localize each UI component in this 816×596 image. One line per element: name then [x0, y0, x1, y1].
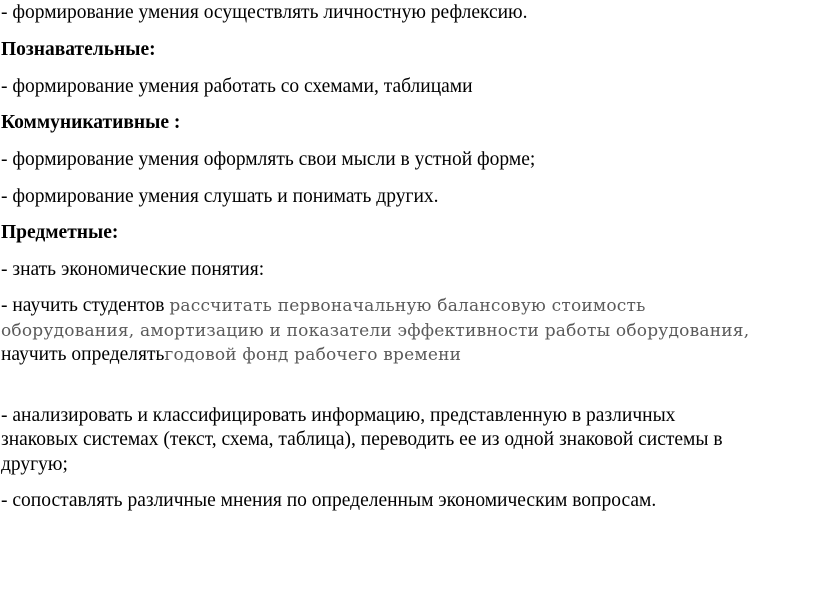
calculate-cost-text: рассчитать первоначальную балансовую стоимость — [169, 296, 646, 316]
working-time-fund-text: годовой фонд рабочего времени — [164, 345, 462, 365]
communicative-heading: Коммуникативные : — [1, 112, 181, 133]
reflection-skill-line: - формирование умения осуществлять личностную рефлексию. — [1, 2, 528, 23]
equipment-depreciation-line — [1, 319, 749, 343]
listening-skill-line: - формирование умения слушать и понимать других. — [1, 186, 439, 207]
teach-students-line — [1, 294, 646, 318]
working-time-fund-line — [1, 343, 461, 367]
compare-opinions-line: - сопоставлять различные мнения по определенным экономическим вопросам. — [1, 490, 657, 511]
subject-heading: Предметные: — [1, 222, 119, 243]
another-system-line: другую; — [1, 454, 68, 475]
analyze-classify-line: - анализировать и классифицировать информацию, представленную в различных — [1, 405, 676, 426]
schemes-tables-skill-line: - формирование умения работать со схемами, таблицами — [1, 76, 473, 97]
sign-systems-line: знаковых системах (текст, схема, таблица), переводить ее из одной знаковой системы в — [1, 429, 723, 450]
equipment-depreciation-text: оборудования, амортизацию и показатели эффективности работы оборудования, — [1, 321, 750, 341]
teach-students-text: - научить студентов — [1, 295, 170, 316]
teach-determine-text: научить определять — [1, 344, 165, 365]
oral-expression-skill-line: - формирование умения оформлять свои мысли в устной форме; — [1, 149, 536, 170]
cognitive-heading: Познавательные: — [1, 39, 156, 60]
economic-concepts-line: - знать экономические понятия: — [1, 259, 265, 280]
